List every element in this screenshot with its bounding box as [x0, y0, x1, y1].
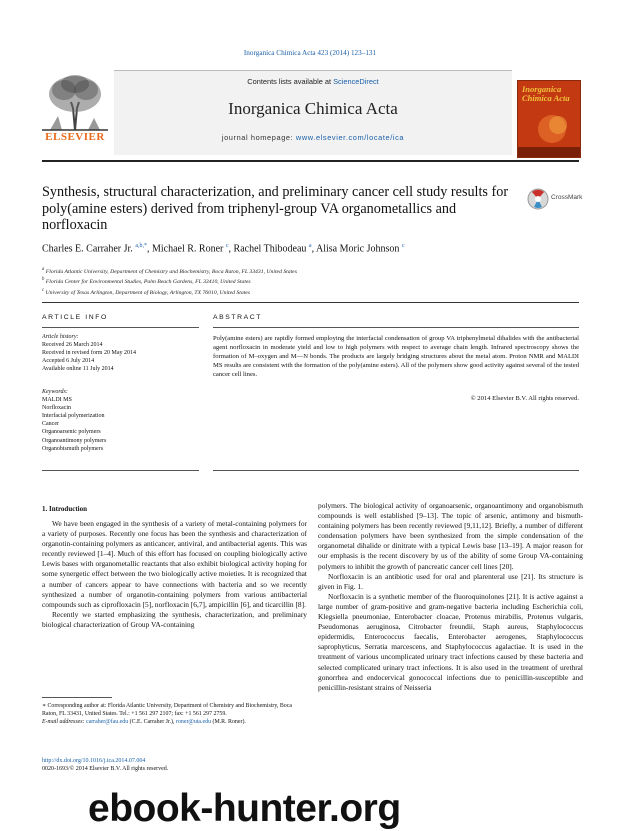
- body-paragraph: Recently we started emphasizing the synthesis, characterization, and preliminary biological characterization of Group VA-containing: [42, 609, 307, 629]
- email-label: E-mail addresses:: [42, 718, 85, 725]
- keyword: Norfloxacin: [42, 405, 71, 412]
- author-affil-marker[interactable]: c: [401, 243, 405, 249]
- author-affil-marker[interactable]: c: [225, 243, 229, 249]
- crossmark-label: CrossMark: [551, 194, 583, 201]
- crossmark-badge[interactable]: [527, 186, 587, 216]
- journal-citation[interactable]: Inorganica Chimica Acta 423 (2014) 123–131: [243, 49, 377, 57]
- abstract-rule: [213, 327, 579, 328]
- article-info-heading: ARTICLE INFO: [42, 314, 108, 321]
- abstract-end-rule: [213, 470, 579, 471]
- cover-art: [518, 81, 580, 157]
- affiliation: [42, 266, 582, 276]
- author-affil-marker[interactable]: a,b,*: [135, 243, 147, 249]
- keyword: Organobismuth polymers: [42, 445, 104, 452]
- abstract-heading: ABSTRACT: [213, 314, 263, 321]
- footnote-emails: [42, 719, 307, 727]
- body-column-right: [318, 501, 583, 693]
- author-name: Michael R. Roner: [151, 243, 224, 255]
- history-item: Received in revised form 20 May 2014: [42, 350, 136, 357]
- keyword: Cancer: [42, 421, 59, 428]
- abstract-text: Poly(amine esters) are rapidly formed employing the interfacial condensation of group VA triphenylmetal dihalides with the antibacterial agent norfloxacin in moderate yield and low to high polymers with respect to average chain length. Infrared spectroscopy shows the formation of M–oxygen and M—N bonds. The products are largely bridging structures about the metal atom. Proton NMR and MALDI MS results are consistent with the formation of the poly(amine esters). All of the polymers show good activity against several of the tested cancer cell lines.: [213, 335, 579, 379]
- journal-title: Inorganica Chimica Acta: [228, 99, 398, 118]
- corresponding-author-footnote: [42, 703, 307, 726]
- cover-title: Inorganica Chimica Acta: [522, 84, 570, 103]
- journal-homepage: [114, 133, 512, 142]
- header-rule: [42, 160, 579, 162]
- email-owner: (M.R. Roner).: [212, 718, 246, 725]
- journal-cover-thumbnail: [517, 80, 581, 158]
- affiliations: [42, 266, 582, 297]
- homepage-prefix: journal homepage:: [221, 133, 296, 142]
- footnote-rule: [42, 697, 112, 698]
- history-label: Article history:: [42, 334, 79, 340]
- author-name: Rachel Thibodeau: [233, 243, 307, 255]
- homepage-link[interactable]: www.elsevier.com/locate/ica: [295, 133, 405, 142]
- history-item: Received 26 March 2014: [42, 342, 103, 349]
- affiliation-text: Florida Center for Environmental Studies, Palm Beach Gardens, FL 33410, United States: [45, 279, 251, 286]
- keyword: Organoarsenic polymers: [42, 429, 101, 436]
- email-owner: (C.E. Carraher Jr.),: [129, 718, 175, 725]
- body-paragraph: We have been engaged in the synthesis of a variety of metal-containing polymers for a variety of purposes. Recently one focus has been the synthesis and characterization of organotin-containing polymers as anticancer, antiviral, and antibacterial agents. This was recently reviewed [1–4]. Much of this effort has focused on coupling biologically active Lewis bases with organometallic reactants that also exhibit biological activity hoping for some synergetic effect between the two biologically active moieties. It is recognized that a number of cancers appear to have connections with bacteria and so we recently synthesized a number of organotin-containing polymers from various antibacterial compounds such as ciprofloxacin [5], norfloxacin [6,7], ampicillin [6], and ticarcillin [8].: [42, 519, 307, 609]
- body-paragraph: Norfloxacin is a synthetic member of the fluoroquinolones [21]. It is active against a large number of gram-positive and gram-negative bacteria including Escherichia coli, Klegsiella pneumoniae, Enterobacter cloacae, Protenus mirabilis, Protenus vulgaris, Pseudomonas aeruginosa, Citrobacter freundii, Staph aureus, Staphylococcus epidermidis, Enterococcus faecalis, Enterobacter aerogenes, Staphylococcus saprophyticus, Serratia marcescens, and Staphylococcus agalactiae. It is used in the treatment of various uncomplicated urinary tract infections caused by these bacteria and selected complicated urinary tract infections. It is also used in the treatment of urethral gonorrhea and endocervical gonococcal infections due to penicillin-susceptible and penicillin-resistant strains of Neisseria: [318, 591, 583, 692]
- keyword: Organoantimony polymers: [42, 437, 107, 444]
- keywords-label: Keywords:: [42, 389, 68, 395]
- body-paragraph: polymers. The biological activity of organoarsenic, organoantimony and organobismuth compounds is well established [9–13]. The topic of arsenic, antimony and bismuth-containing polymers has been recently reviewed [9,11,12]. Briefly, a number of different condensation polymers have been synthesized from the simple condensation of the organometal dihalide or dinitrate with a typical Lewis base [13–19]. A major reason for our emphasis is the recent discovery by us of the ability of some Group VA-containing polymers to inhibit the growth of pancreatic cancer cell lines [20].: [318, 501, 583, 571]
- keywords: [42, 388, 202, 453]
- author-list: Charles E. Carraher Jr. $^{a,b,*}$, Michael R. Roner $^c$, Rachel Thibodeau $^a$, Alisa Moric Johnson $^c$: [42, 243, 405, 255]
- article-title: Synthesis, structural characterization, and preliminary cancer cell study results for poly(amine esters) derived from triphenyl-group VA organometallics and norfloxacin: [42, 184, 509, 233]
- email-link[interactable]: carraher@fau.edu: [85, 718, 129, 725]
- journal-header: [114, 70, 512, 155]
- affiliation-key: b: [42, 277, 45, 283]
- author-affil-marker[interactable]: a: [308, 243, 312, 249]
- keyword: Interfacial polymerization: [42, 413, 105, 420]
- affiliation-text: Florida Atlantic University, Department of Chemistry and Biochemistry, Boca Raton, FL 33431, United States: [45, 268, 297, 275]
- abstract-copyright: © 2014 Elsevier B.V. All rights reserved.: [470, 395, 579, 402]
- affiliation: [42, 287, 582, 297]
- introduction-heading: 1. Introduction: [42, 505, 87, 513]
- article-history: [42, 333, 202, 373]
- history-item: Available online 11 July 2014: [42, 366, 114, 373]
- author-name: Charles E. Carraher Jr.: [42, 243, 133, 255]
- elsevier-wordmark: ELSEVIER: [45, 131, 105, 143]
- keyword: MALDI MS: [42, 397, 72, 404]
- affiliation-key: c: [42, 287, 45, 293]
- author-name: Alisa Moric Johnson: [316, 243, 400, 255]
- crossmark-icon: [527, 188, 549, 210]
- body-paragraph: Norfloxacin is an antibiotic used for oral and plarenteral use [21]. Its structure is given in Fig. 1.: [318, 571, 583, 591]
- history-item: Accepted 6 July 2014: [42, 358, 95, 365]
- page-footer: [42, 757, 307, 773]
- affiliation-text: University of Texas Arlington, Department of Biology, Arlington, TX 76010, United States: [45, 289, 251, 296]
- contents-prefix: Contents lists available at: [247, 77, 334, 86]
- footnote-text: ∗ Corresponding author at: Florida Atlantic University, Department of Chemistry and Biochemistry, Boca Raton, FL 33431, United States. Tel.: +1 561 297 2107; fax: +1 561 297 2759.: [42, 703, 292, 717]
- sciencedirect-link[interactable]: ScienceDirect: [333, 77, 379, 86]
- email-link[interactable]: roner@uta.edu: [175, 718, 212, 725]
- contents-line: [114, 77, 512, 86]
- watermark: ebook-hunter.org: [88, 787, 401, 830]
- affiliation-key: a: [42, 267, 45, 272]
- section-rule: [42, 302, 579, 303]
- keywords-end-rule: [42, 470, 199, 471]
- affiliation: [42, 276, 582, 286]
- doi-link[interactable]: http://dx.doi.org/10.1016/j.ica.2014.07.004: [42, 758, 146, 764]
- issn-line: 0020-1693/© 2014 Elsevier B.V. All rights reserved.: [42, 766, 169, 772]
- article-info-rule: [42, 327, 199, 328]
- body-column-left: [42, 519, 307, 630]
